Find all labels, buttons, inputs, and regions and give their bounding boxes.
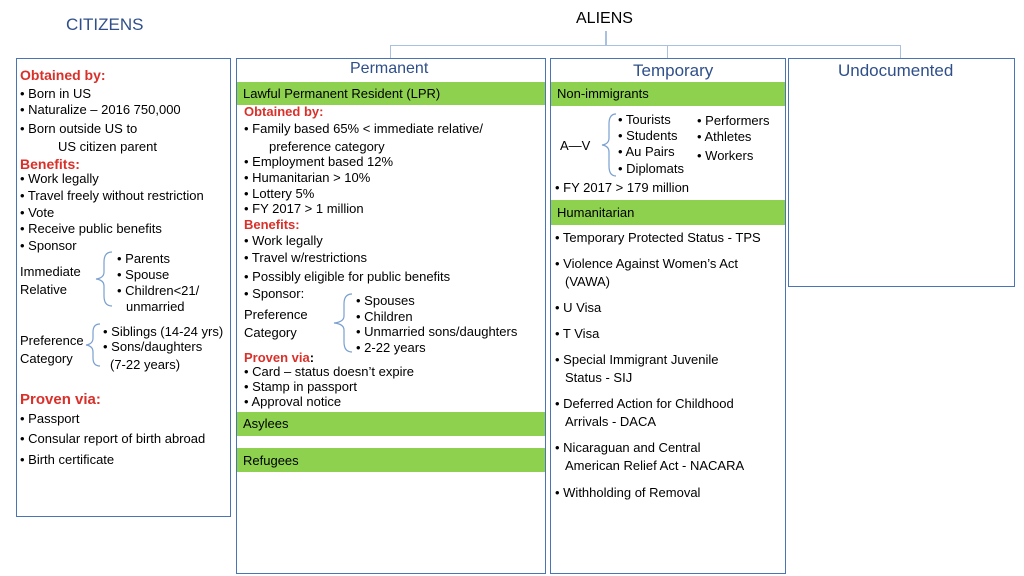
permanent-benefit-2: • Travel w/restrictions bbox=[244, 250, 368, 265]
refugees-bar: Refugees bbox=[237, 448, 545, 472]
humanitarian-item-7a: • Nicaraguan and Central bbox=[555, 440, 701, 455]
citizens-benefits-title: Benefits: bbox=[20, 156, 80, 172]
permanent-obtained-6: • FY 2017 > 1 million bbox=[244, 201, 364, 216]
citizens-proven-2: • Consular report of birth abroad bbox=[20, 431, 206, 446]
permanent-obtained-title: Obtained by: bbox=[244, 104, 324, 119]
humanitarian-item-5a: • Special Immigrant Juvenile bbox=[555, 352, 719, 367]
permanent-proven-1: • Card – status doesn’t expire bbox=[244, 364, 415, 379]
humanitarian-item-1: • Temporary Protected Status - TPS bbox=[555, 230, 761, 245]
av-col2-2: • Athletes bbox=[697, 129, 752, 144]
immediate-item-2: • Spouse bbox=[117, 267, 170, 282]
citizens-benefit-3: • Vote bbox=[20, 205, 55, 220]
av-col1-1: • Tourists bbox=[618, 112, 671, 127]
humanitarian-item-2b: (VAWA) bbox=[565, 274, 611, 289]
permanent-pref-item-2: • Children bbox=[356, 309, 413, 324]
citizens-pref-item-1: • Siblings (14-24 yrs) bbox=[103, 324, 224, 339]
citizens-pref-label-1: Preference bbox=[20, 333, 84, 348]
citizens-pref-item-2: • Sons/daughters bbox=[103, 339, 203, 354]
connector-permanent bbox=[390, 45, 391, 58]
permanent-proven-label: Proven via bbox=[244, 350, 310, 365]
humanitarian-item-3: • U Visa bbox=[555, 300, 602, 315]
permanent-benefit-1: • Work legally bbox=[244, 233, 323, 248]
immediate-label-2: Relative bbox=[20, 282, 67, 297]
permanent-pref-item-3: • Unmarried sons/daughters bbox=[356, 324, 518, 339]
lpr-bar: Lawful Permanent Resident (LPR) bbox=[237, 82, 545, 105]
permanent-pref-label-2: Category bbox=[244, 325, 297, 340]
citizens-pref-label-2: Category bbox=[20, 351, 73, 366]
humanitarian-item-6b: Arrivals - DACA bbox=[565, 414, 657, 429]
citizens-obtained-1: • Born in US bbox=[20, 86, 92, 101]
permanent-benefits-title: Benefits: bbox=[244, 217, 300, 232]
citizens-proven-1: • Passport bbox=[20, 411, 80, 426]
permanent-pref-label-1: Preference bbox=[244, 307, 308, 322]
citizens-benefit-2: • Travel freely without restriction bbox=[20, 188, 204, 203]
citizens-pref-brace bbox=[82, 322, 102, 368]
permanent-pref-item-4: • 2-22 years bbox=[356, 340, 426, 355]
undocumented-panel bbox=[788, 58, 1015, 287]
av-label: A—V bbox=[560, 138, 591, 153]
permanent-title: Permanent bbox=[350, 60, 429, 77]
citizens-obtained-title: Obtained by: bbox=[20, 67, 106, 83]
nonimmigrants-bar: Non-immigrants bbox=[551, 82, 785, 106]
citizens-benefit-5: • Sponsor bbox=[20, 238, 77, 253]
av-col2-3: • Workers bbox=[697, 148, 754, 163]
permanent-obtained-4: • Humanitarian > 10% bbox=[244, 170, 371, 185]
av-col1-4: • Diplomats bbox=[618, 161, 684, 176]
av-brace bbox=[600, 112, 618, 178]
connector-bar bbox=[390, 45, 901, 46]
permanent-proven-colon: : bbox=[309, 350, 315, 365]
immediate-item-4: unmarried bbox=[126, 299, 185, 314]
citizens-proven-title: Proven via: bbox=[20, 391, 101, 408]
connector-temporary bbox=[667, 45, 668, 58]
humanitarian-item-5b: Status - SIJ bbox=[565, 370, 633, 385]
permanent-obtained-5: • Lottery 5% bbox=[244, 186, 315, 201]
permanent-obtained-2: preference category bbox=[269, 139, 385, 154]
av-col1-2: • Students bbox=[618, 128, 678, 143]
undocumented-title: Undocumented bbox=[838, 61, 954, 80]
connector-undocumented bbox=[900, 45, 901, 58]
permanent-pref-brace bbox=[330, 292, 354, 356]
temporary-title: Temporary bbox=[633, 61, 714, 80]
humanitarian-bar: Humanitarian bbox=[551, 200, 785, 225]
citizens-proven-3: • Birth certificate bbox=[20, 452, 115, 467]
humanitarian-item-8: • Withholding of Removal bbox=[555, 485, 701, 500]
humanitarian-item-2a: • Violence Against Women’s Act bbox=[555, 256, 739, 271]
citizens-pref-item-3: (7-22 years) bbox=[110, 357, 181, 372]
citizens-obtained-3: • Born outside US to bbox=[20, 121, 138, 136]
permanent-proven-2: • Stamp in passport bbox=[244, 379, 357, 394]
citizens-obtained-4: US citizen parent bbox=[58, 139, 157, 154]
av-col2-1: • Performers bbox=[697, 113, 770, 128]
citizens-obtained-2: • Naturalize – 2016 750,000 bbox=[20, 102, 181, 117]
immediate-item-1: • Parents bbox=[117, 251, 170, 266]
permanent-pref-item-1: • Spouses bbox=[356, 293, 415, 308]
immediate-label-1: Immediate bbox=[20, 264, 81, 279]
permanent-benefit-3: • Possibly eligible for public benefits bbox=[244, 269, 451, 284]
citizens-benefit-4: • Receive public benefits bbox=[20, 221, 162, 236]
immediate-brace bbox=[92, 250, 114, 310]
permanent-obtained-1: • Family based 65% < immediate relative/ bbox=[244, 121, 484, 136]
citizens-benefit-1: • Work legally bbox=[20, 171, 99, 186]
permanent-obtained-3: • Employment based 12% bbox=[244, 154, 394, 169]
citizens-heading: CITIZENS bbox=[66, 15, 144, 34]
immediate-item-3: • Children<21/ bbox=[117, 283, 200, 298]
av-col1-3: • Au Pairs bbox=[618, 144, 675, 159]
aliens-heading: ALIENS bbox=[576, 10, 633, 27]
humanitarian-item-6a: • Deferred Action for Childhood bbox=[555, 396, 734, 411]
humanitarian-item-7b: American Relief Act - NACARA bbox=[565, 458, 745, 473]
humanitarian-item-4: • T Visa bbox=[555, 326, 600, 341]
asylees-bar: Asylees bbox=[237, 412, 545, 436]
permanent-benefit-4: • Sponsor: bbox=[244, 286, 305, 301]
temporary-fy: • FY 2017 > 179 million bbox=[555, 180, 690, 195]
permanent-proven-3: • Approval notice bbox=[244, 394, 342, 409]
connector-stem bbox=[605, 31, 607, 45]
